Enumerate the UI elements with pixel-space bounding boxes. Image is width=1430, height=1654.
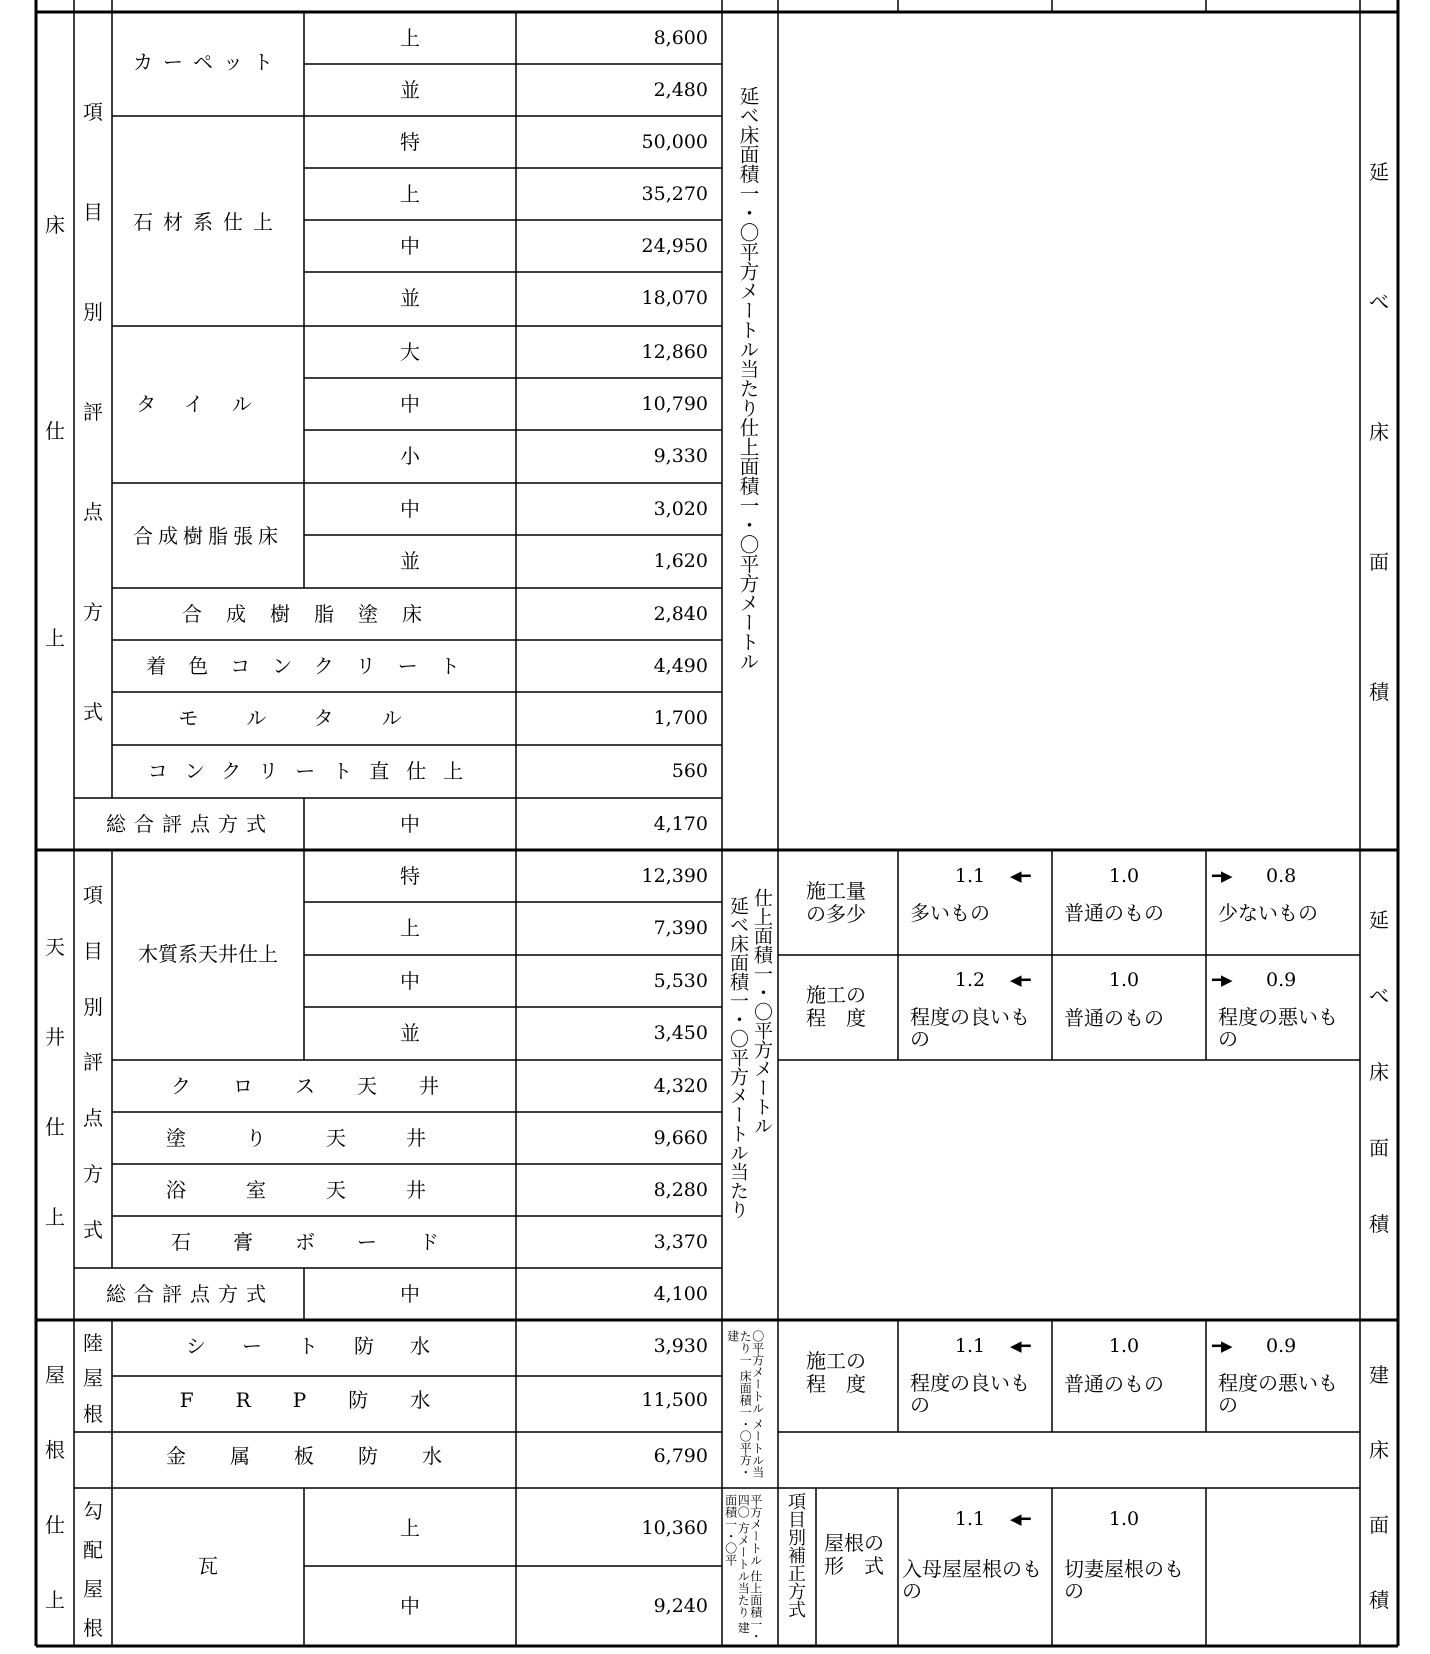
floor-method-char: 方: [83, 599, 103, 624]
grade-cell: 中: [400, 497, 420, 521]
ceiling-right-char: 面: [1369, 1135, 1389, 1160]
correction-normal-label: 普通のもの: [1064, 901, 1164, 925]
ceiling-method-label: [74, 866, 112, 1256]
roof-flat-note-col: 床面積一・〇平方・: [738, 1369, 753, 1478]
grade-cell: 中: [400, 812, 420, 836]
roof-right-char: 建: [1369, 1363, 1389, 1387]
roof-pitched-note-col: 建面積一・〇平: [723, 1494, 751, 1634]
value-cell: 6,790: [653, 1445, 708, 1467]
correction-normal-value: 1.0: [1108, 865, 1140, 887]
ceiling-single-name: 浴室天井: [166, 1178, 486, 1202]
roof-flat-note-col: メートル当たり一: [738, 1330, 765, 1478]
floor-method-char: 点: [83, 499, 103, 524]
roof-side-label: [36, 1336, 74, 1636]
ceiling-total-name: 総合評点方式: [106, 1282, 274, 1306]
value-cell: 9,330: [653, 445, 708, 467]
ceiling-right-char: 延: [1369, 907, 1389, 932]
floor-right-char: 延: [1369, 159, 1389, 184]
floor-single-name: 着色コンクリート: [146, 654, 482, 678]
ceiling-side-char: 天: [45, 934, 65, 959]
floor-side-char: 仕: [45, 419, 65, 444]
floor-item-name: 合成樹脂張床: [133, 524, 283, 548]
correction-factor: 施工量の多少: [806, 879, 866, 926]
value-cell: 3,370: [653, 1231, 708, 1253]
ceiling-method-char: 式: [83, 1217, 103, 1242]
grade-cell: 並: [400, 1021, 420, 1045]
roof-flat-name: シート防水: [186, 1334, 466, 1358]
roof-pitched-label: [74, 1490, 112, 1646]
floor-method-label: [74, 60, 112, 760]
value-cell: 1,700: [653, 707, 708, 729]
ceiling-side-label: [36, 900, 74, 1260]
roof-right-char: 面: [1369, 1513, 1389, 1537]
value-cell: 4,320: [653, 1075, 708, 1097]
ceiling-right-char: 床: [1369, 1059, 1389, 1084]
roof-pitched-char: 配: [83, 1538, 103, 1562]
correction-low-value: 0.9: [1266, 969, 1297, 991]
floor-total-name: 総合評点方式: [106, 812, 274, 836]
floor-method-char: 項: [83, 99, 103, 124]
value-cell: 24,950: [641, 235, 708, 257]
roof-side-char: 仕: [45, 1513, 65, 1537]
grade-cell: 特: [400, 864, 420, 888]
roof-pitched-char: 根: [83, 1616, 103, 1640]
value-cell: 3,450: [653, 1022, 708, 1044]
arrow-right-icon: ━▶: [1212, 867, 1233, 885]
floor-method-char: 評: [83, 399, 103, 424]
floor-single-name: モルタル: [178, 706, 450, 730]
grade-cell: 並: [400, 286, 420, 310]
floor-side-label: [36, 120, 74, 740]
floor-method-char: 別: [83, 299, 103, 324]
grade-cell: 並: [400, 78, 420, 102]
ceiling-method-char: 方: [83, 1161, 103, 1186]
correction-factor: 施工の程 度: [806, 983, 866, 1030]
ceiling-method-char: 目: [83, 939, 103, 964]
value-cell: 3,930: [653, 1335, 708, 1357]
ceiling-method-char: 別: [83, 994, 103, 1019]
roof-flat-name: FRP防水: [179, 1388, 473, 1412]
roof-flat-char: 根: [83, 1401, 103, 1426]
ceiling-method-char: 評: [83, 1050, 103, 1075]
floor-item-name: 石材系仕上: [133, 210, 283, 234]
floor-side-char: 上: [45, 626, 65, 651]
ceiling-side-char: 上: [45, 1204, 65, 1229]
correction-high-value: 1.1: [954, 1335, 986, 1357]
ceiling-single-name: 石膏ボード: [171, 1230, 481, 1254]
roof-pitched-name: 瓦: [198, 1554, 218, 1578]
floor-right-label: [1360, 105, 1398, 755]
roof-pitched-note-col: 方メートル当たり: [736, 1521, 751, 1618]
ceiling-right-char: 積: [1369, 1211, 1389, 1236]
floor-right-char: 床: [1369, 419, 1389, 444]
value-cell: 560: [671, 760, 708, 782]
roof-pitched-note-col: 平方メートル: [748, 1494, 763, 1566]
correction-high-label: 多いもの: [910, 901, 990, 925]
grade-cell: 上: [400, 916, 420, 940]
ceiling-side-char: 仕: [45, 1114, 65, 1139]
roof-flat-char: 屋: [83, 1366, 103, 1391]
floor-right-char: 面: [1369, 549, 1389, 574]
value-cell: 9,660: [653, 1127, 708, 1149]
value-cell: 8,280: [653, 1179, 708, 1201]
grade-cell: 上: [400, 1516, 420, 1540]
value-cell: 12,860: [641, 341, 708, 363]
roof-side-char: 上: [45, 1588, 65, 1612]
floor-method-char: 式: [83, 699, 103, 724]
arrow-right-icon: ━▶: [1212, 1337, 1233, 1355]
value-cell: 12,390: [641, 865, 708, 887]
roof-flat-label: [74, 1324, 112, 1430]
value-cell: 4,490: [653, 655, 708, 677]
roof-pitched-char: 屋: [83, 1577, 103, 1601]
floor-item-name: カーペット: [133, 50, 283, 74]
correction-low-label: 程度の悪いもの: [1218, 1371, 1338, 1417]
roof-pitched-note: [724, 1494, 762, 1644]
roof-pitched-note-col: 仕上面積一・四〇: [736, 1494, 763, 1642]
correction-high-value: 1.1: [954, 1508, 986, 1530]
grade-cell: 特: [400, 130, 420, 154]
correction-normal-label: 普通のもの: [1064, 1372, 1164, 1396]
grade-cell: 上: [400, 26, 420, 50]
roof-right-char: 積: [1369, 1588, 1389, 1612]
value-cell: 9,240: [653, 1595, 708, 1617]
floor-single-name: 合成樹脂塗床: [182, 602, 446, 626]
roof-flat-note-col: 建: [725, 1330, 740, 1342]
grade-cell: 並: [400, 549, 420, 573]
ceiling-item-name: 木質系天井仕上: [138, 942, 278, 966]
correction-low-value: 0.8: [1266, 865, 1297, 887]
roof-flat-name: 金属板防水: [166, 1444, 486, 1468]
correction-normal-value: 1.0: [1108, 969, 1140, 991]
arrow-left-icon: ◀━: [1010, 1510, 1031, 1528]
grade-cell: 中: [400, 234, 420, 258]
floor-side-char: 床: [45, 212, 65, 237]
ceiling-unit-note-1: 仕上面積一・〇平方メートル: [751, 888, 773, 1135]
ceiling-method-char: 点: [83, 1106, 103, 1131]
value-cell: 10,360: [641, 1517, 708, 1539]
arrow-left-icon: ◀━: [1010, 1337, 1031, 1355]
ceiling-unit-note-2: 延べ床面積一・〇平方メートル当たり: [727, 896, 749, 1219]
value-cell: 2,840: [653, 603, 708, 625]
floor-single-name: コンクリート直仕上: [147, 759, 481, 783]
floor-right-char: 積: [1369, 679, 1389, 704]
roof-flat-char: 陸: [83, 1331, 103, 1356]
value-cell: 50,000: [641, 131, 708, 153]
grade-cell: 大: [400, 340, 420, 364]
ceiling-single-name: 塗り天井: [166, 1126, 486, 1150]
correction-high-value: 1.2: [954, 969, 986, 991]
correction-normal-label: 普通のもの: [1064, 1006, 1164, 1030]
ceiling-side-char: 井: [45, 1024, 65, 1049]
value-cell: 4,100: [653, 1283, 708, 1305]
correction-high-value: 1.1: [954, 865, 986, 887]
value-cell: 7,390: [653, 917, 708, 939]
ceiling-method-char: 項: [83, 883, 103, 908]
ceiling-single-name: クロス天井: [171, 1074, 481, 1098]
roof-correction-label: 項目別補正方式: [785, 1492, 806, 1618]
correction-high-label: 程度の良いもの: [910, 1371, 1030, 1417]
correction-low-label: 少ないもの: [1218, 901, 1318, 925]
grade-cell: 上: [400, 182, 420, 206]
value-cell: 18,070: [641, 287, 708, 309]
roof-pitched-char: 勾: [83, 1499, 103, 1523]
floor-method-char: 目: [83, 199, 103, 224]
correction-high-label: 程度の良いもの: [910, 1005, 1030, 1051]
correction-factor: 施工の程 度: [806, 1349, 866, 1396]
floor-item-name: タイル: [136, 392, 280, 416]
floor-unit-note: 延べ床面積一・〇平方メートル当たり仕上面積一・〇平方メートル: [736, 86, 760, 671]
grade-cell: 中: [400, 1282, 420, 1306]
correction-normal-value: 1.0: [1108, 1508, 1140, 1530]
roof-right-char: 床: [1369, 1438, 1389, 1462]
correction-normal-label: 切妻屋根のもの: [1064, 1557, 1184, 1603]
roof-flat-note: [726, 1330, 764, 1480]
value-cell: 4,170: [653, 813, 708, 835]
grade-cell: 中: [400, 392, 420, 416]
correction-low-label: 程度の悪いもの: [1218, 1005, 1338, 1051]
arrow-left-icon: ◀━: [1010, 971, 1031, 989]
floor-right-char: べ: [1369, 289, 1389, 314]
correction-factor: 屋根の形 式: [824, 1531, 884, 1578]
roof-flat-note-col: 〇平方メートル: [750, 1330, 765, 1414]
value-cell: 10,790: [641, 393, 708, 415]
grade-cell: 小: [400, 444, 420, 468]
value-cell: 5,530: [653, 970, 708, 992]
value-cell: 11,500: [641, 1389, 708, 1411]
roof-side-char: 根: [45, 1438, 65, 1462]
value-cell: 2,480: [653, 79, 708, 101]
value-cell: 3,020: [653, 498, 708, 520]
correction-high-label: 入母屋屋根のもの: [902, 1557, 1042, 1603]
grade-cell: 中: [400, 1594, 420, 1618]
value-cell: 35,270: [641, 183, 708, 205]
ceiling-right-char: べ: [1369, 983, 1389, 1008]
roof-right-label: [1360, 1336, 1398, 1636]
grade-cell: 中: [400, 969, 420, 993]
arrow-left-icon: ◀━: [1010, 867, 1031, 885]
correction-normal-value: 1.0: [1108, 1335, 1140, 1357]
correction-low-value: 0.9: [1266, 1335, 1297, 1357]
roof-side-char: 屋: [45, 1363, 65, 1387]
value-cell: 8,600: [653, 27, 708, 49]
value-cell: 1,620: [653, 550, 708, 572]
arrow-right-icon: ━▶: [1212, 971, 1233, 989]
ceiling-right-label: [1360, 880, 1398, 1260]
